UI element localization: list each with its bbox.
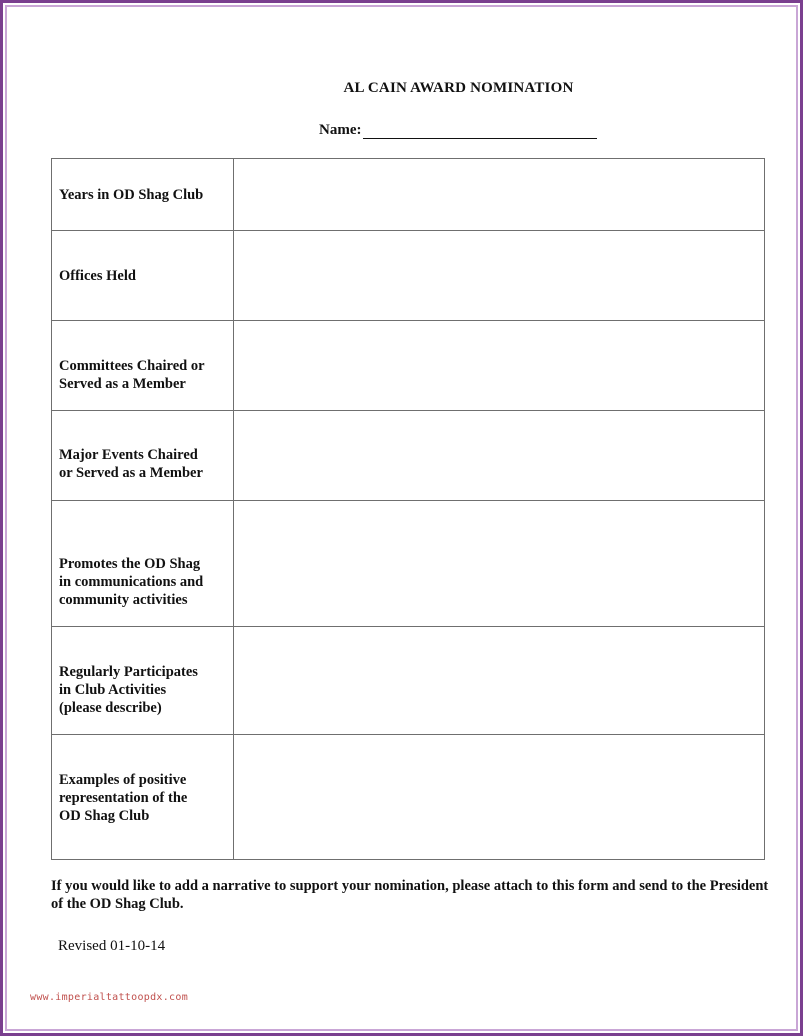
revision-date: Revised 01-10-14: [58, 938, 166, 954]
table-row: [52, 501, 765, 627]
name-field[interactable]: [319, 122, 597, 139]
row-label: [52, 159, 234, 231]
row-label: [52, 321, 234, 411]
row-label: [52, 231, 234, 321]
row-value-field[interactable]: [234, 321, 765, 411]
row-label-text: Years in OD Shag Club: [59, 186, 204, 203]
row-label-text: Major Events Chaired or Served as a Member: [59, 447, 203, 481]
row-value-field[interactable]: [234, 627, 765, 735]
nomination-table: [51, 158, 765, 860]
name-label: Name:: [319, 122, 362, 138]
table-row: [52, 411, 765, 501]
document-title: AL CAIN AWARD NOMINATION: [343, 80, 574, 96]
row-value-field[interactable]: [234, 231, 765, 321]
row-value-field[interactable]: [234, 411, 765, 501]
row-label-text: Committees Chaired or Served as a Member: [59, 358, 205, 392]
row-value-field[interactable]: [234, 501, 765, 627]
row-value-field[interactable]: [234, 159, 765, 231]
row-label-text: Promotes the OD Shag in communications and community activities: [59, 556, 204, 608]
table-row: [52, 231, 765, 321]
row-label: [52, 501, 234, 627]
table-row: [52, 627, 765, 735]
row-label: [52, 735, 234, 860]
table-row: [52, 321, 765, 411]
row-label-text: Examples of positive representation of the OD Shag Club: [59, 772, 188, 824]
row-label-text: Regularly Participates in Club Activities (please describe): [59, 664, 198, 716]
row-label: [52, 411, 234, 501]
row-value-field[interactable]: [234, 735, 765, 860]
watermark-url: www.imperialtattoopdx.com: [30, 992, 189, 1003]
row-label: [52, 627, 234, 735]
footer-instructions: If you would like to add a narrative to support your nomination, please attach to this form and send to the President of the OD Shag Club.: [51, 878, 769, 912]
table-row: [52, 159, 765, 231]
table-row: [52, 735, 765, 860]
row-label-text: Offices Held: [59, 268, 136, 284]
name-blank-line[interactable]: [363, 124, 597, 139]
